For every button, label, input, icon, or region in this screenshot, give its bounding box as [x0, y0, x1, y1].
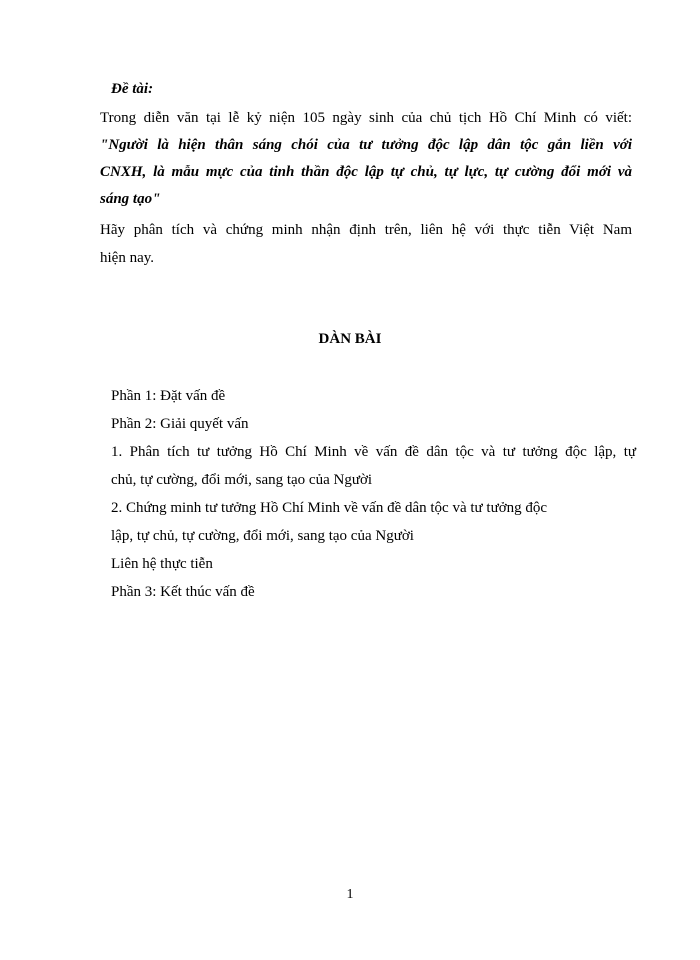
outline-item-analysis: 1. Phân tích tư tưởng Hồ Chí Minh về vấn đề dân tộc và tư tưởng độc lập, tự: [111, 444, 636, 460]
topic-intro: Trong diễn văn tại lễ kỷ niện 105 ngày sinh của chủ tịch Hồ Chí Minh có viết:: [100, 110, 632, 126]
outline-item-practice: Liên hệ thực tiễn: [111, 556, 213, 572]
topic-heading: Đề tài:: [111, 81, 154, 97]
task-line-2: hiện nay.: [100, 250, 155, 266]
task-statement: [100, 216, 632, 272]
outline-list: [111, 382, 636, 606]
quote-line-2: CNXH, là mẫu mực của tinh thần độc lập tự chủ, tự lực, tự cường đổi mới và: [100, 164, 632, 180]
outline-title: DÀN BÀI: [318, 331, 382, 347]
outline-item-analysis-cont: chủ, tự cường, đổi mới, sang tạo của Người: [111, 472, 373, 488]
page-number: 1: [346, 887, 354, 902]
outline-item-part-2: Phần 2: Giải quyết vấn: [111, 416, 249, 432]
outline-item-part-3: Phần 3: Kết thúc vấn đề: [111, 584, 255, 600]
task-line-1: Hãy phân tích và chứng minh nhận định trên, liên hệ với thực tiễn Việt Nam: [100, 222, 632, 238]
outline-item-part-1: Phần 1: Đặt vấn đề: [111, 388, 226, 404]
quote: [100, 132, 632, 213]
quote-line-3: sáng tạo": [100, 191, 161, 207]
outline-item-proof: 2. Chứng minh tư tưởng Hồ Chí Minh về vấn đề dân tộc và tư tưởng độc: [111, 500, 548, 516]
outline-item-proof-cont: lập, tự chủ, tự cường, đổi mới, sang tạo của Người: [111, 528, 414, 544]
quote-line-1: "Người là hiện thân sáng chói của tư tưởng độc lập dân tộc gắn liền với: [100, 137, 632, 153]
